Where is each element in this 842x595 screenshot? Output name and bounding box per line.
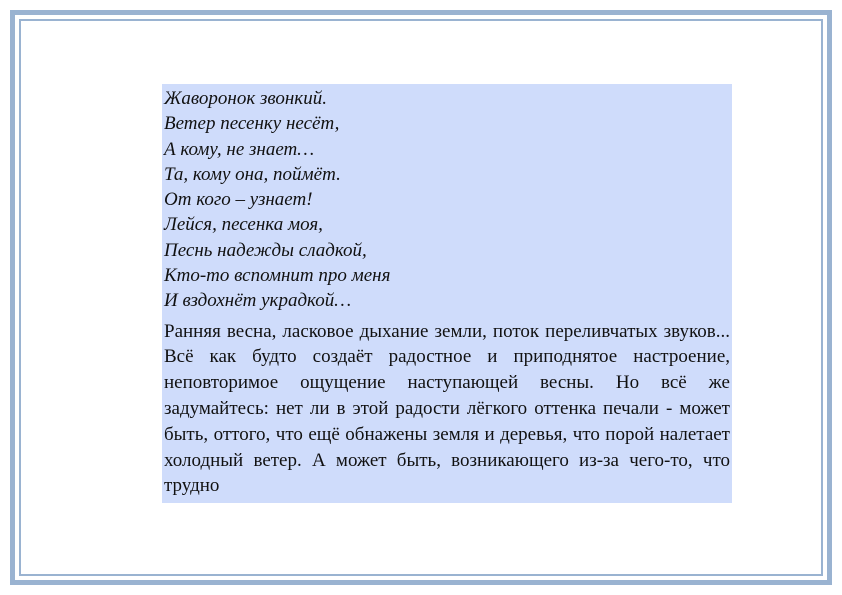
poem-line: От кого – узнает! <box>164 189 313 211</box>
poem-line: А кому, не знает… <box>164 138 315 160</box>
poem-line: Песнь надежды сладкой, <box>164 239 367 261</box>
poem-line: Кто-то вспомнит про меня <box>164 265 391 287</box>
prose-paragraph: Ранняя весна, ласковое дыхание земли, поток переливчатых звуков... Всё как будто создаёт радостное и приподнятое настроение, неповторимое ощущение наступающей весны. Но всё же задумайтесь: нет ли в этой радости лёгкого оттенка печали - может быть, оттого, что ещё обнажены земля и деревья, что порой налетает холодный ветер. А может быть, возникающего из-за чего-то, что трудно <box>164 320 730 497</box>
poem-line: Ветер песенку несёт, <box>164 113 340 135</box>
poem-line: Лейся, песенка моя, <box>164 214 323 236</box>
poem-line: И вздохнёт украдкой… <box>164 290 352 312</box>
poem-line: Жаворонок звонкий. <box>164 88 327 109</box>
poem-line: Та, кому она, поймёт. <box>164 163 341 185</box>
poem <box>164 86 730 314</box>
text-block <box>162 84 732 503</box>
